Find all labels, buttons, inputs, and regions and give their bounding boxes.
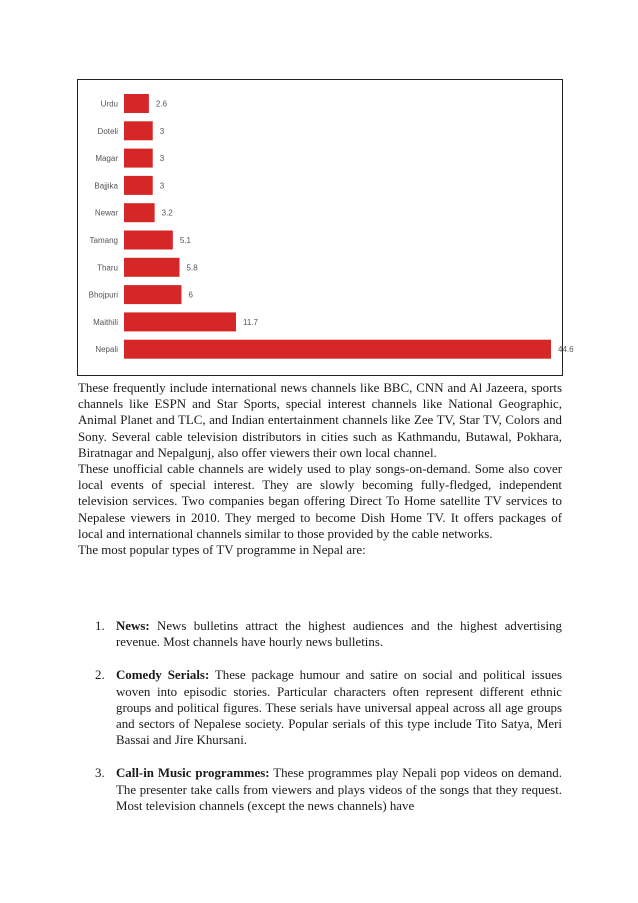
value-label: 3.2 (161, 208, 173, 218)
bar (124, 312, 236, 331)
bar (124, 285, 181, 304)
bar (124, 258, 180, 277)
value-label: 3 (159, 181, 165, 191)
bar (124, 149, 153, 168)
category-label: Tamang (89, 236, 118, 245)
category-label: Magar (95, 154, 118, 164)
bar (124, 121, 153, 140)
paragraph-3: The most popular types of TV programme in Nepal are: (78, 543, 366, 558)
category-label: Doteli (97, 126, 118, 136)
value-label: 6 (188, 290, 193, 300)
list-item-title: News: (116, 619, 150, 633)
value-label: 5.8 (186, 263, 198, 273)
bar-chart-svg (78, 80, 574, 375)
list-number: 1. (95, 619, 105, 633)
list-item-title: Call-in Music programmes: (116, 766, 270, 781)
category-label: Bajjika (94, 181, 118, 191)
bar (124, 176, 153, 195)
bar (124, 203, 155, 222)
category-label: Newar (94, 208, 118, 218)
paragraph-2: These unofficial cable channels are widely used to play songs-on-demand. Some also cover local events of special interest. They are slowly becoming fully-fledged, independent television services. Two companies began offering Direct To Home satellite TV services to Nepalese viewers in 2010. They merged to become Dish Home TV. It offers packages of local and international channels similar to those provided by the cable networks. (78, 462, 562, 541)
category-label: Urdu (100, 99, 118, 109)
category-label: Nepali (95, 345, 118, 355)
value-label: 2.6 (155, 99, 168, 109)
bar (124, 231, 173, 250)
bar (124, 94, 149, 113)
list-item-text: These programmes play Nepali pop videos on demand. The presenter take calls from viewers and plays videos of the songs that they request. Most television channels (except the news channels) have (116, 766, 562, 813)
list-number: 3. (95, 766, 105, 781)
paragraph-1: These frequently include international news channels like BBC, CNN and Al Jazeera, sports channels like ESPN and Star Sports, special interest channels like National Geographic, Animal Planet and TLC, and Indian entertainment channels like Zee TV, Star TV, Colors and Sony. Several cable television distributors in cities such as Kathmandu, Butawal, Pokhara, Biratnagar and Nepalgunj, also offer viewers their own local channel. (78, 381, 562, 460)
value-label: 3 (159, 126, 165, 136)
category-label: Tharu (97, 263, 118, 273)
value-label: 3 (159, 154, 165, 164)
list-item-title: Comedy Serials: (116, 668, 210, 683)
bar (124, 340, 551, 359)
category-label: Maithili (93, 317, 118, 327)
body-text (78, 380, 562, 558)
category-label: Bhojpuri (88, 290, 118, 300)
value-label: 44.6 (558, 345, 574, 355)
value-label: 5.1 (179, 236, 191, 245)
language-bar-chart (77, 79, 574, 376)
list-item-text: These package humour and satire on social and political issues woven into episodic stories. Particular characters often represent different ethnic groups and political figures. These serials have universal appeal across all age groups and sectors of Nepalese society. Popular serials of this type include Tito Satya, Meri Bassai and Jire Khursani. (116, 668, 562, 748)
list-item (78, 667, 562, 748)
programme-types-list (78, 618, 562, 831)
list-item (78, 618, 562, 650)
list-item (78, 765, 562, 814)
value-label: 11.7 (243, 317, 259, 327)
list-number: 2. (95, 668, 105, 683)
list-item-text: News bulletins attract the highest audiences and the highest advertising revenue. Most channels have hourly news bulletins. (116, 619, 562, 650)
